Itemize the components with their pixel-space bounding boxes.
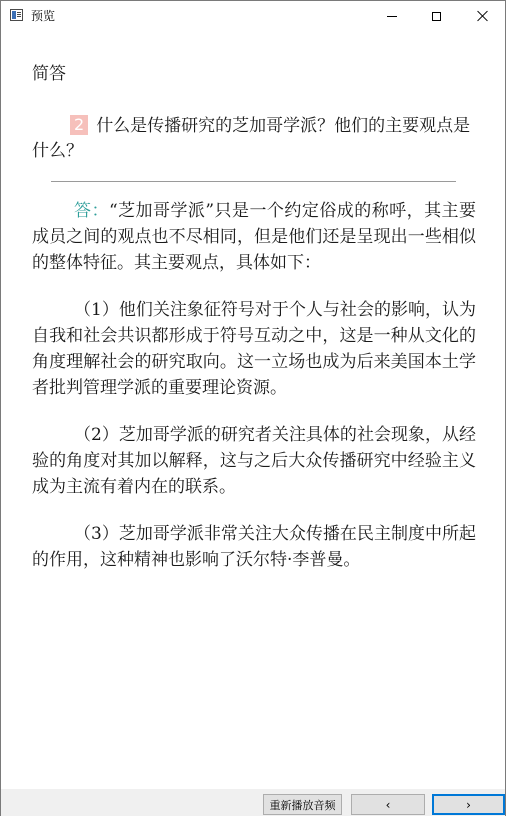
title-bar — [1, 1, 505, 32]
minimize-icon — [387, 16, 397, 17]
close-button[interactable] — [460, 1, 505, 31]
window-title: 预览 — [31, 9, 56, 23]
section-heading: 简答 — [32, 64, 66, 84]
question-text: 什么是传播研究的芝加哥学派？他们的主要观点是什么？ — [32, 116, 471, 161]
answer-point-1: （1）他们关注象征符号对于个人与社会的影响，认为自我和社会共识都形成于符号互动之中，这是一种从文化的角度理解社会的研究取向。这一立场也成为后来美国本土学者批判管理学派的重要理论资源。 — [32, 300, 476, 398]
answer-intro — [32, 198, 476, 276]
chevron-right-icon: › — [466, 797, 471, 812]
document-preview-icon — [10, 9, 23, 21]
next-button[interactable] — [432, 794, 505, 815]
close-icon — [477, 10, 489, 22]
preview-content — [32, 59, 476, 594]
answer-label: 答： — [74, 201, 109, 221]
divider — [51, 181, 456, 182]
answer-intro-text: “芝加哥学派”只是一个约定俗成的称呼，其主要成员之间的观点也不尽相同，但是他们还是呈现出一些相似的整体特征。其主要观点，具体如下： — [32, 201, 477, 273]
chevron-left-icon: ‹ — [385, 797, 391, 812]
maximize-icon — [432, 12, 441, 21]
answer-point-2: （2）芝加哥学派的研究者关注具体的社会现象，从经验的角度对其加以解释，这与之后大众传播研究中经验主义成为主流有着内在的联系。 — [32, 425, 476, 497]
question — [32, 114, 476, 164]
bottom-toolbar — [1, 789, 505, 816]
question-number-badge: 2 — [70, 115, 88, 135]
previous-button[interactable] — [351, 794, 425, 815]
maximize-button[interactable] — [414, 1, 459, 31]
replay-audio-button[interactable]: 重新播放音频 — [263, 794, 342, 815]
minimize-button[interactable] — [369, 1, 414, 31]
answer-point-3: （3）芝加哥学派非常关注大众传播在民主制度中所起的作用，这种精神也影响了沃尔特·李普曼。 — [32, 524, 476, 570]
